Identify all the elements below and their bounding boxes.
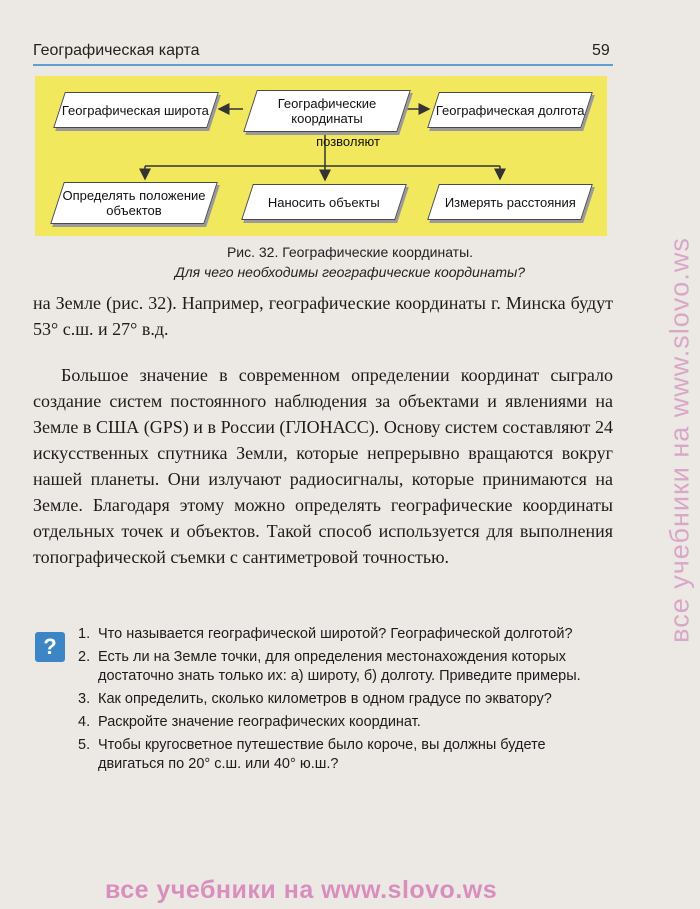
box-measure-distances-label: Измерять расстояния (444, 194, 576, 210)
box-determine-position-label: Определять положение объектов (62, 188, 206, 218)
question-text: Чтобы кругосветное путешествие было короче, вы должны будете двигаться по 20° с.ш. или 40° ю.ш.? (98, 737, 546, 772)
header-divider (33, 64, 613, 66)
question-item (78, 713, 613, 732)
question-number: 2. (78, 649, 91, 665)
page-number: 59 (592, 42, 610, 59)
question-number: 4. (78, 714, 91, 730)
running-header-title: Географическая карта (33, 42, 200, 59)
coordinates-diagram (35, 76, 607, 236)
body-paragraph-2: Большое значение в современном определении координат сыграло создание систем постоянного наблюдения за объектами и явлениями на Земле в США (GPS) и в России (ГЛОНАСС). Основу систем составляют 24 искусственных спутника Земли, которые непрерывно вращаются вокруг нашей планеты. Они излучают радиосигналы, которые принимаются на Земле. Благодаря этому можно определять географические координаты отдельных точек и объектов. Такой способ используется для выполнения топографической съемки с сантиметровой точностью. (33, 365, 613, 567)
box-latitude (53, 92, 219, 128)
figure-question: Для чего необходимы географические координаты? (174, 264, 526, 280)
question-item (78, 625, 613, 644)
watermark-bottom: все учебники на www.slovo.ws (105, 876, 498, 904)
figure-caption: Рис. 32. Географические координаты. (226, 244, 474, 260)
box-plot-objects-label: Наносить объекты (268, 194, 380, 210)
box-longitude (427, 92, 593, 128)
question-number: 1. (78, 626, 91, 642)
question-item (78, 736, 613, 774)
question-text: Есть ли на Земле точки, для определения местонахождения которых достаточно знать только их: а) широту, б) долготу. Приведите примеры. (98, 649, 581, 684)
box-geographic-coordinates (243, 90, 411, 132)
box-determine-position (50, 182, 218, 224)
question-number: 5. (78, 737, 91, 753)
connector-label: позволяют (316, 134, 380, 149)
question-text: Как определить, сколько километров в одном градусе по экватору? (98, 691, 552, 707)
question-text: Что называется географической широтой? Географической долготой? (98, 626, 573, 642)
box-latitude-label: Географическая широта (62, 102, 210, 118)
question-item (78, 690, 613, 709)
box-geographic-coordinates-label: Географические координаты (277, 96, 377, 126)
box-plot-objects (241, 184, 407, 220)
question-mark-icon: ? (35, 632, 65, 662)
question-text: Раскройте значение географических координат. (98, 714, 421, 730)
question-number: 3. (78, 691, 91, 707)
box-longitude-label: Географическая долгота (435, 102, 585, 118)
review-questions (78, 625, 613, 778)
box-measure-distances (427, 184, 593, 220)
body-paragraph-1: на Земле (рис. 32). Например, географические координаты г. Минска будут 53° с.ш. и 27° в.д. (33, 293, 613, 339)
question-item (78, 648, 613, 686)
watermark-side: все учебники на www.slovo.ws (664, 237, 695, 643)
